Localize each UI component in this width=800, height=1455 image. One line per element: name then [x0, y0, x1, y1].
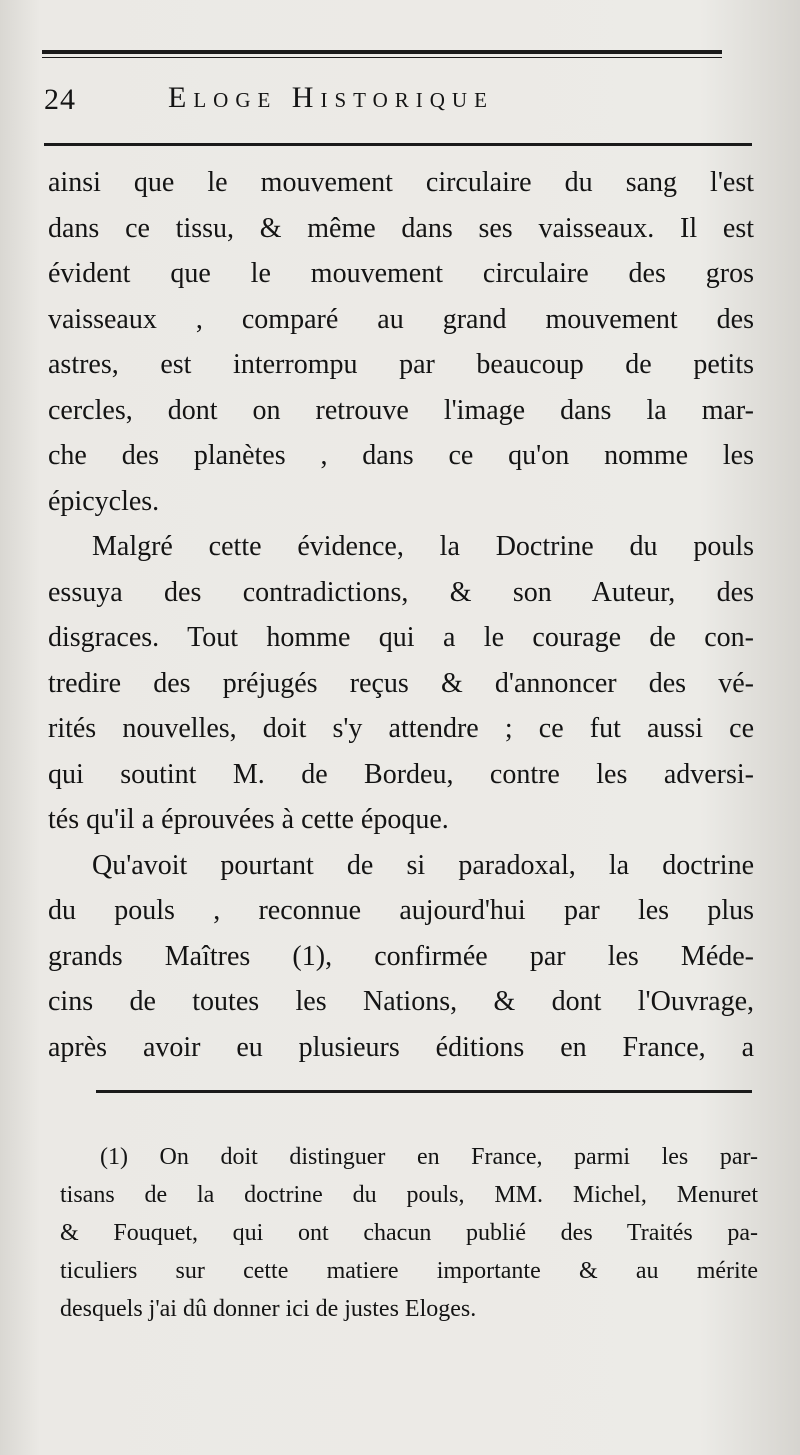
footnote	[60, 1138, 758, 1328]
body-line: astres, est interrompu par beaucoup de petits	[48, 349, 754, 380]
body-text	[48, 160, 754, 1070]
body-line: dans ce tissu, & même dans ses vaisseaux. Il est	[48, 212, 754, 244]
footnote-line: (1) On doit distinguer en France, parmi les par-	[100, 1144, 758, 1170]
body-line: épicycles.	[48, 485, 160, 517]
footnote-line: & Fouquet, qui ont chacun publié des Traités pa-	[60, 1220, 758, 1246]
body-line: ainsi que le mouvement circulaire du sang l'est	[48, 167, 754, 198]
body-line: cercles, dont on retrouve l'image dans la mar-	[48, 394, 754, 426]
body-line: après avoir eu plusieurs éditions en France, a	[48, 1031, 754, 1063]
body-line: che des planètes , dans ce qu'on nomme les	[48, 440, 754, 471]
top-border-rule	[42, 50, 722, 54]
running-head: Eloge Historique	[168, 81, 494, 114]
body-line: tés qu'il a éprouvées à cette époque.	[48, 804, 449, 835]
body-line: essuya des contradictions, & son Auteur, des	[48, 576, 754, 608]
footnote-line: ticuliers sur cette matiere importante & au mérite	[60, 1258, 758, 1284]
footnote-rule	[96, 1090, 752, 1093]
body-line: du pouls , reconnue aujourd'hui par les plus	[48, 895, 754, 926]
top-border-rule-thin	[42, 57, 722, 58]
header-rule	[44, 143, 752, 146]
body-line: rités nouvelles, doit s'y attendre ; ce fut aussi ce	[48, 713, 754, 744]
footnote-line: desquels j'ai dû donner ici de justes Eloges.	[60, 1296, 477, 1322]
body-line: grands Maîtres (1), confirmée par les Méde-	[48, 940, 754, 972]
body-line: disgraces. Tout homme qui a le courage de con-	[48, 622, 754, 653]
footnote-line: tisans de la doctrine du pouls, MM. Michel, Menuret	[60, 1182, 758, 1208]
body-line: Malgré cette évidence, la Doctrine du pouls	[92, 531, 754, 562]
body-line: vaisseaux , comparé au grand mouvement des	[48, 303, 754, 335]
body-line: qui soutint M. de Bordeu, contre les adversi-	[48, 758, 754, 790]
page-number: 24	[44, 83, 76, 116]
body-line: tredire des préjugés reçus & d'annoncer des vé-	[48, 667, 754, 699]
body-line: cins de toutes les Nations, & dont l'Ouvrage,	[48, 986, 754, 1017]
body-line: évident que le mouvement circulaire des gros	[48, 258, 754, 289]
body-line: Qu'avoit pourtant de si paradoxal, la doctrine	[92, 849, 754, 881]
